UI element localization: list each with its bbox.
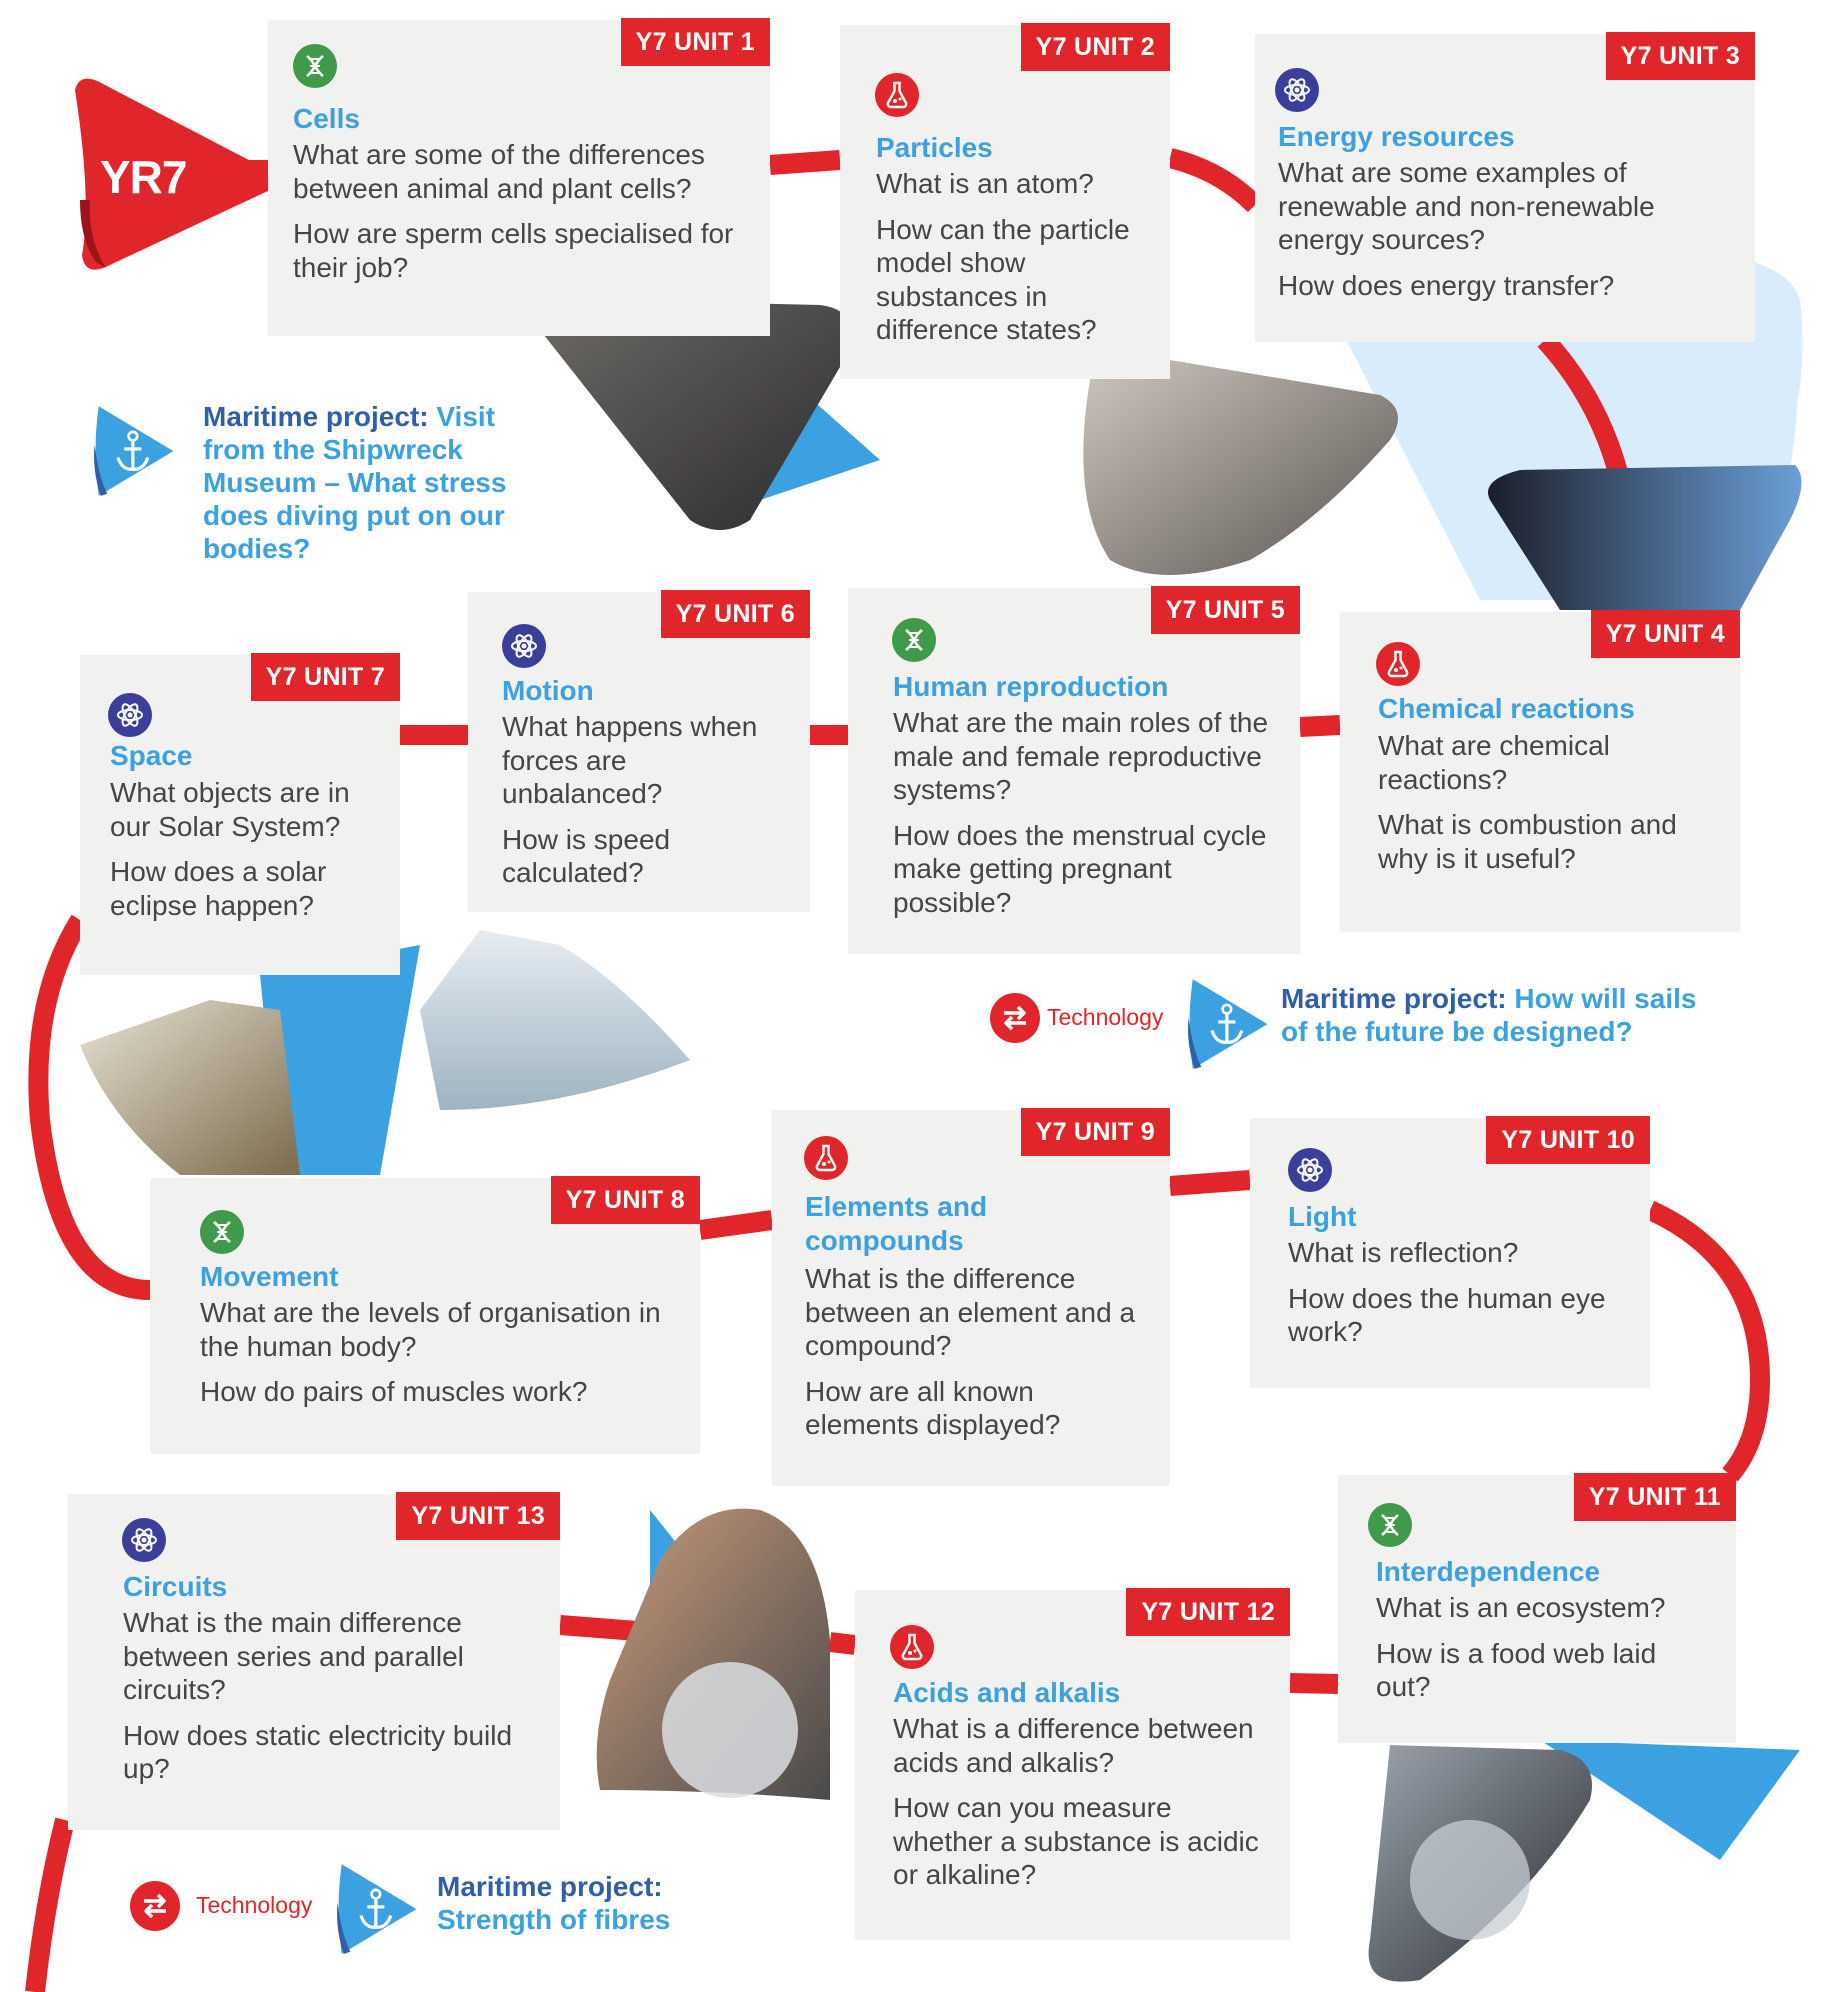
unit-card <box>150 1178 700 1454</box>
unit-title: Human reproduction <box>893 671 1169 702</box>
anchor-icon <box>335 1860 421 1956</box>
atom-icon <box>502 624 546 668</box>
unit-questions <box>893 706 1293 931</box>
unit-card <box>468 592 810 912</box>
unit-title: Movement <box>200 1261 339 1292</box>
flask-icon <box>890 1625 934 1669</box>
atom-icon <box>1288 1148 1332 1192</box>
unit-title: Chemical reactions <box>1378 693 1635 724</box>
unit-question: What is an atom? <box>876 168 1094 199</box>
maritime-lead: Maritime project: <box>1281 983 1507 1014</box>
unit-question: What are the main roles of the male and female reproductive systems? <box>893 707 1269 805</box>
unit-question: How does the human eye work? <box>1288 1282 1606 1347</box>
flask-icon <box>804 1136 848 1180</box>
atom-icon <box>122 1518 166 1562</box>
unit-question: What is reflection? <box>1288 1237 1519 1268</box>
photo-globe <box>662 1662 798 1798</box>
unit-title: Space <box>110 740 193 771</box>
maritime-lead: Maritime project: <box>203 401 429 432</box>
swap-arrows-icon <box>130 1881 180 1931</box>
unit-title: Light <box>1288 1201 1357 1232</box>
unit-question: How does energy transfer? <box>1278 269 1615 301</box>
unit-title: Acids and alkalis <box>893 1677 1121 1708</box>
unit-question: What are some examples of renewable and non-renewable energy sources? <box>1278 157 1655 255</box>
unit-question: How are all known elements displayed? <box>805 1375 1061 1440</box>
unit-card <box>1250 1118 1650 1388</box>
unit-question: How is a food web laid out? <box>1376 1637 1657 1702</box>
unit-question: How does a solar eclipse happen? <box>110 856 327 921</box>
atom-icon <box>108 693 152 737</box>
unit-question: What are chemical reactions? <box>1378 730 1610 795</box>
unit-tag: Y7 UNIT 8 <box>551 1176 700 1224</box>
flask-icon <box>875 73 919 117</box>
flask-icon <box>1376 642 1420 686</box>
unit-title: Circuits <box>123 1571 228 1602</box>
unit-questions <box>1378 729 1718 887</box>
unit-tag: Y7 UNIT 5 <box>1151 586 1300 634</box>
maritime-project <box>203 400 563 565</box>
unit-question: What is combustion and why is it useful? <box>1378 809 1677 874</box>
unit-question: How is speed calculated? <box>502 823 671 888</box>
unit-tag: Y7 UNIT 4 <box>1591 610 1740 658</box>
dna-icon <box>200 1210 244 1254</box>
photo-sailing <box>420 930 690 1110</box>
unit-title: Cells <box>293 103 360 134</box>
unit-question: What are some of the differences between animal and plant cells? <box>293 139 705 204</box>
unit-question: How does static electricity build up? <box>123 1719 513 1784</box>
unit-questions <box>876 167 1166 359</box>
anchor-icon <box>1186 975 1272 1071</box>
unit-title: Motion <box>502 675 594 706</box>
unit-tag: Y7 UNIT 2 <box>1021 23 1170 71</box>
photo-lab-car <box>1083 354 1398 575</box>
maritime-project <box>437 1870 737 1936</box>
unit-question: What is an ecosystem? <box>1376 1592 1666 1623</box>
technology-label: Technology <box>196 1892 313 1918</box>
unit-title: Interdependence <box>1376 1556 1601 1587</box>
unit-questions <box>893 1712 1273 1904</box>
unit-card <box>80 655 400 975</box>
unit-tag: Y7 UNIT 10 <box>1486 1116 1650 1164</box>
unit-tag: Y7 UNIT 7 <box>251 653 400 701</box>
maritime-text: Strength of fibres <box>437 1904 671 1935</box>
unit-tag: Y7 UNIT 9 <box>1021 1108 1170 1156</box>
unit-tag: Y7 UNIT 6 <box>661 590 810 638</box>
dna-icon <box>892 618 936 662</box>
unit-questions <box>293 138 745 296</box>
dna-icon <box>1368 1503 1412 1547</box>
unit-card <box>1255 34 1755 342</box>
unit-question: How can you measure whether a substance is acidic or alkaline? <box>893 1792 1259 1890</box>
unit-card <box>840 25 1170 379</box>
anchor-icon <box>92 402 178 498</box>
unit-question: How are sperm cells specialised for their job? <box>293 218 734 283</box>
unit-question: What objects are in our Solar System? <box>110 777 350 842</box>
unit-card <box>1338 1475 1736 1743</box>
unit-questions <box>1376 1591 1696 1716</box>
unit-question: What happens when forces are unbalanced? <box>502 711 758 809</box>
unit-questions <box>200 1296 690 1421</box>
photo-surveying <box>80 1000 300 1175</box>
unit-card <box>848 588 1300 954</box>
unit-question: What is a difference between acids and alkalis? <box>893 1713 1254 1778</box>
unit-card <box>855 1590 1290 1940</box>
year-label: YR7 <box>100 151 187 203</box>
unit-tag: Y7 UNIT 1 <box>621 18 770 66</box>
technology-label: Technology <box>1047 1004 1164 1030</box>
unit-questions <box>805 1262 1145 1454</box>
unit-questions <box>123 1606 543 1798</box>
maritime-text: How will sails of the future be designed? <box>1281 983 1697 1047</box>
atom-icon <box>1275 68 1319 112</box>
unit-card <box>268 20 770 336</box>
unit-title: Particles <box>876 132 993 163</box>
unit-question: How does the menstrual cycle make getting pregnant possible? <box>893 819 1267 918</box>
unit-question: What are the levels of organisation in the human body? <box>200 1297 661 1362</box>
swap-arrows-icon <box>990 993 1040 1043</box>
unit-questions <box>1288 1236 1618 1361</box>
dna-icon <box>293 44 337 88</box>
unit-card <box>772 1110 1170 1486</box>
maritime-lead: Maritime project: <box>437 1871 663 1902</box>
unit-card <box>1340 612 1740 932</box>
photo-science-show <box>1488 465 1801 610</box>
unit-questions <box>110 776 390 934</box>
unit-title: Elements and compounds <box>805 1191 988 1256</box>
unit-tag: Y7 UNIT 3 <box>1606 32 1755 80</box>
unit-tag: Y7 UNIT 13 <box>396 1492 560 1540</box>
unit-question: What is the difference between an element and a compound? <box>805 1263 1136 1361</box>
unit-questions <box>502 710 792 902</box>
unit-question: How do pairs of muscles work? <box>200 1376 588 1407</box>
maritime-project <box>1281 982 1701 1048</box>
unit-question: How can the particle model show substances in difference states? <box>876 213 1130 345</box>
unit-card <box>68 1494 560 1830</box>
unit-title: Energy resources <box>1278 121 1515 152</box>
unit-tag: Y7 UNIT 12 <box>1126 1588 1290 1636</box>
unit-questions <box>1278 156 1738 314</box>
unit-tag: Y7 UNIT 11 <box>1574 1473 1736 1521</box>
maritime-text: Visit from the Shipwreck Museum – What stress does diving put on our bodies? <box>203 401 507 564</box>
unit-question: What is the main difference between series and parallel circuits? <box>123 1607 464 1705</box>
